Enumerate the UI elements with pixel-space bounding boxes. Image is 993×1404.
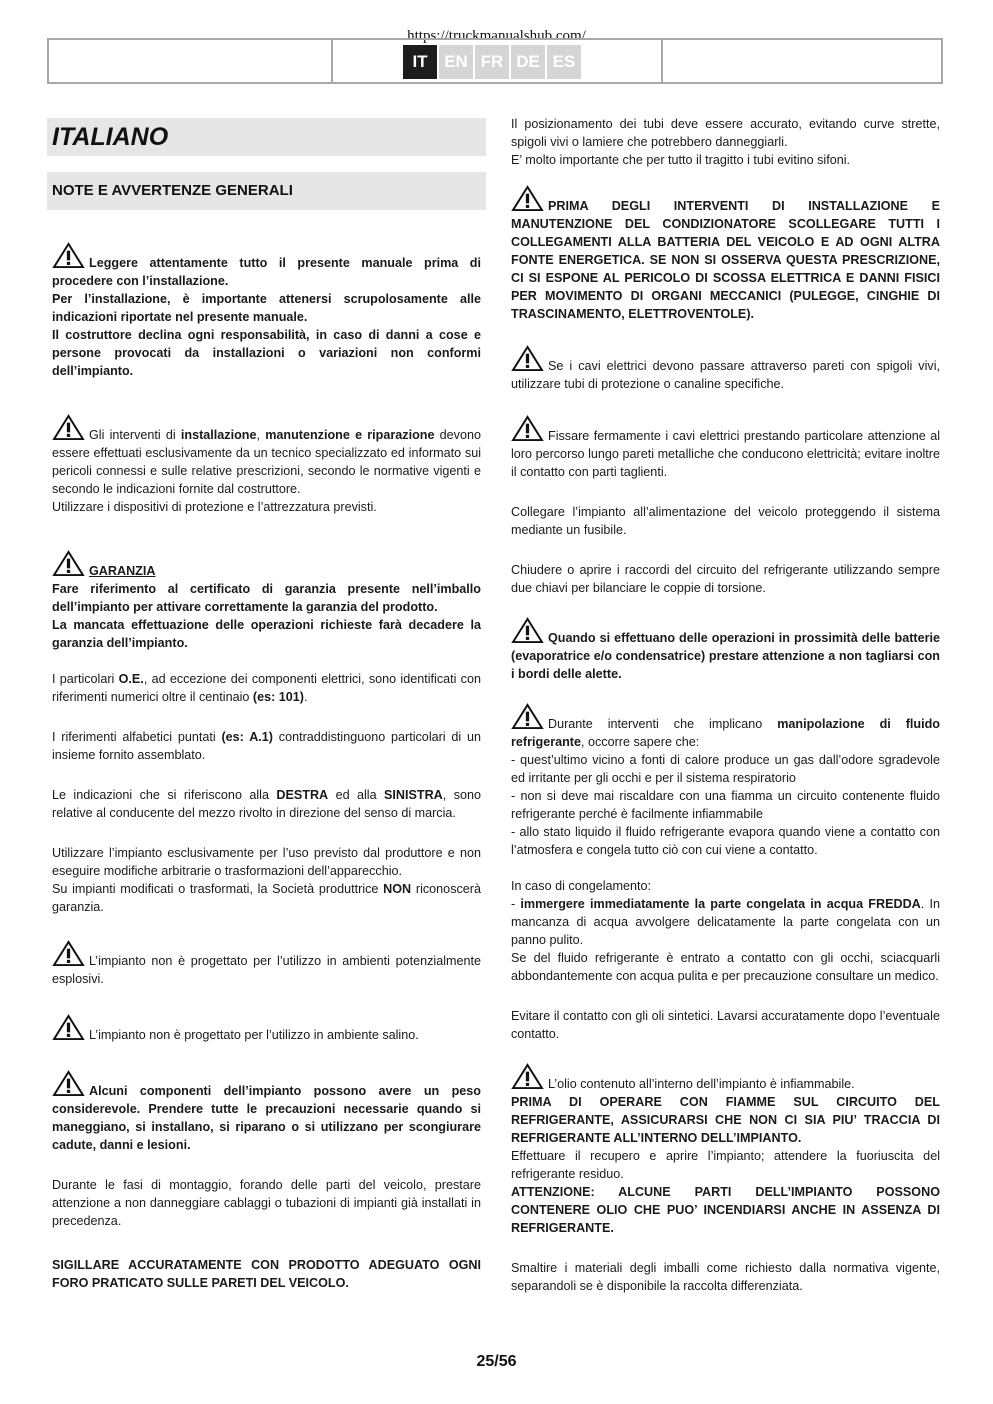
warning-icon — [52, 1070, 85, 1097]
warning-heavy-parts: Alcuni componenti dell’impianto possono avere un peso considerevole. Prendere tutte le precauzioni necessarie quando si maneggiano, si installano, si riparano o si utilizzano per scongiurare cadute, danni e lesioni. — [52, 1070, 481, 1154]
paragraph-drilling: Durante le fasi di montaggio, forando delle parti del veicolo, prestare attenzione a non danneggiare cablaggi o tubazioni di impianti già installati in precedenza. — [52, 1178, 481, 1228]
warning-icon — [52, 940, 85, 967]
paragraph-synthetic-oils: Evitare il contatto con gli oli sintetici. Lavarsi accuratamente dopo l’eventuale contatto. — [511, 1009, 940, 1041]
lang-tab-en[interactable]: EN — [439, 45, 473, 79]
lang-tab-it[interactable]: IT — [403, 45, 437, 79]
paragraph-packaging-disposal: Smaltire i materiali degli imballi come richiesto dalla normativa vigente, separandoli se è disponibile la raccolta differenziata. — [511, 1261, 940, 1293]
section-title: NOTE E AVVERTENZE GENERALI — [52, 182, 293, 199]
warning-icon — [511, 185, 544, 212]
warning-icon — [511, 415, 544, 442]
warning-sharp-edges: Se i cavi elettrici devono passare attraverso pareti con spigoli vivi, utilizzare tubi di protezione o canaline specifiche. — [511, 345, 940, 393]
warranty-heading: GARANZIA — [89, 564, 156, 578]
paragraph-frostbite: In caso di congelamento: - immergere immediatamente la parte congelata in acqua FREDDA. In mancanza di acqua avvolgere delicatamente la parte congelata con un panno pulito. Se del fluido refrigerante è entrato a contatto con gli occhi, sciacquarli abbondantemente con acqua pulita e per precauzione consultare un medico. — [511, 879, 940, 983]
warning-flammable-oil: L’olio contenuto all’interno dell’impianto è infiammabile. PRIMA DI OPERARE CON FIAMME SUL CIRCUITO DEL REFRIGERANTE, ASSICURARSI CHE NON CI SIA PIU’ TRACCIA DI REFRIGERANTE ALL’INTERNO DELL’IMPIANTO. Effettuare il recupero e aprire l’impianto; attendere la fuoriuscita del refrigerante residuo. ATTENZIONE: ALCUNE PARTI DELL’IMPIANTO POSSONO CONTENERE OLIO CHE PUO’ INCENDIARSI ANCHE IN ASSENZA DI REFRIGERANTE. — [511, 1063, 940, 1237]
page-number: 25/56 — [476, 1353, 517, 1370]
warning-icon — [52, 1014, 85, 1041]
warning-icon — [511, 617, 544, 644]
warning-icon — [52, 550, 85, 577]
warning-icon — [511, 345, 544, 372]
left-column — [47, 118, 486, 1292]
page-title: ITALIANO — [52, 123, 169, 151]
warning-explosive: L’impianto non è progettato per l’utilizzo in ambienti potenzialmente esplosivi. — [52, 940, 481, 988]
warning-icon — [52, 414, 85, 441]
paragraph-pipe-routing: Il posizionamento dei tubi deve essere accurato, evitando curve strette, spigoli vivi o lamiere che potrebbero danneggiarli. E’ molto importante che per tutto il tragitto i tubi evitino sifoni. — [511, 117, 940, 167]
title-bar — [47, 118, 486, 156]
lang-tab-de[interactable]: DE — [511, 45, 545, 79]
paragraph-oe-parts: I particolari O.E., ad eccezione dei componenti elettrici, sono identificati con riferimenti numerici oltre il centinaio (es: 101). — [52, 672, 481, 704]
source-url: https://truckmanualshub.com/ — [407, 28, 586, 44]
warranty-notice: GARANZIA Fare riferimento al certificato di garanzia presente nell’imballo dell’impianto per attivare correttamente la garanzia del prodotto. La mancata effettuazione delle operazioni richieste farà decadere la garanzia dell’impianto. — [52, 550, 481, 652]
paragraph-alphabetic-refs: I riferimenti alfabetici puntati (es: A.1) contraddistinguono particolari di un insieme fornito assemblato. — [52, 730, 482, 762]
paragraph-intended-use: Utilizzare l’impianto esclusivamente per l’uso previsto dal produttore e non eseguire modifiche arbitrarie o trasformazioni dell’apparecchio. Su impianti modificati o trasformati, la Società produttrice NON riconoscerà garanzia. — [52, 846, 481, 914]
warning-qualified-technician: Gli interventi di installazione, manutenzione e riparazione devono essere effettuati esclusivamente da un tecnico specializzato ed informato sui pericoli connessi e sulle relative prescrizioni, secondo le normative vigenti e secondo le indicazioni fornite dal costruttore. Utilizzare i dispositivi di protezione e l’attrezzatura previsti. — [52, 414, 481, 516]
lang-tab-es[interactable]: ES — [547, 45, 581, 79]
warning-icon — [511, 703, 544, 730]
warning-read-manual: Leggere attentamente tutto il presente manuale prima di procedere con l’installazione. Per l’installazione, è importante attenersi scrupolosamente alle indicazioni riportate nel presente manuale. Il costruttore declina ogni responsabilità, in caso di danni a cose e persone provocati da installazioni o variazioni non conformi dell’impianto. — [52, 242, 481, 380]
header-divider — [331, 40, 333, 82]
paragraph-seal-holes: SIGILLARE ACCURATAMENTE CON PRODOTTO ADEGUATO OGNI FORO PRATICATO SULLE PARETI DEL VEICOLO. — [52, 1258, 481, 1290]
warning-refrigerant: Durante interventi che implicano manipolazione di fluido refrigerante, occorre sapere che: - quest’ultimo vicino a fonti di calore produce un gas dall’odore sgradevole ed irritante per gli occhi e per il sistema respiratorio - non si deve mai riscaldare con una fiamma un circuito contenente fluido refrigerante perché è facilmente infiammabile - allo stato liquido il fluido refrigerante evapora quando viene a contatto con l’atmosfera e congela tutto ciò con cui viene a contatto. — [511, 703, 940, 859]
paragraph-two-wrenches: Chiudere o aprire i raccordi del circuito del refrigerante utilizzando sempre due chiavi per bilanciare le coppie di torsione. — [511, 563, 940, 595]
paragraph-left-right: Le indicazioni che si riferiscono alla DESTRA ed alla SINISTRA, sono relative al conducente del mezzo rivolto in direzione del senso di marcia. — [52, 788, 481, 820]
warning-fins: Quando si effettuano delle operazioni in prossimità delle batterie (evaporatrice e/o condensatrice) prestare attenzione a non tagliarsi con i bordi delle alette. — [511, 617, 940, 683]
warning-fix-cables: Fissare fermamente i cavi elettrici prestando particolare attenzione al loro percorso lungo pareti metalliche che conducono elettricità; evitare inoltre il contatto con parti taglienti. — [511, 415, 940, 481]
lang-tab-fr[interactable]: FR — [475, 45, 509, 79]
warning-saline: L’impianto non è progettato per l’utilizzo in ambiente salino. — [52, 1014, 481, 1044]
warning-icon — [52, 242, 85, 269]
section-bar — [47, 172, 486, 210]
right-column — [506, 118, 945, 1295]
language-tabs — [403, 45, 581, 79]
paragraph-fuse: Collegare l’impianto all’alimentazione del veicolo proteggendo il sistema mediante un fusibile. — [511, 505, 940, 537]
warning-disconnect-battery: PRIMA DEGLI INTERVENTI DI INSTALLAZIONE E MANUTENZIONE DEL CONDIZIONATORE SCOLLEGARE TUTTI I COLLEGAMENTI ALLA BATTERIA DEL VEICOLO E AD OGNI ALTRA FONTE ENERGETICA. SE NON SI OSSERVA QUESTA PRESCRIZIONE, CI SI ESPONE AL PERICOLO DI SCOSSA ELETTRICA E DANNI FISICI PER MOVIMENTO DI ORGANI MECCANICI (PULEGGE, CINGHIE DI TRASCINAMENTO, ELETTROVENTOLE). — [511, 185, 940, 323]
warning-icon — [511, 1063, 544, 1090]
header-divider — [661, 40, 663, 82]
